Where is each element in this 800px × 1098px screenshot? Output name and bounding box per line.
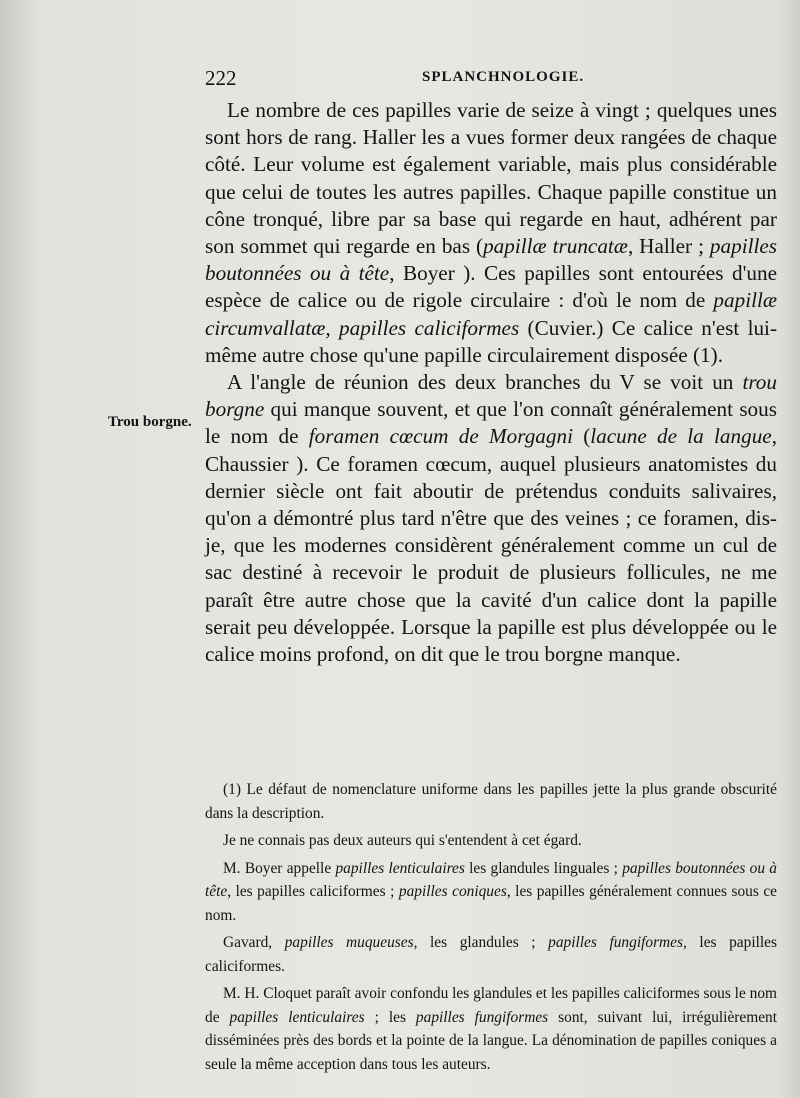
italic-run: papilles coniques <box>398 883 507 900</box>
main-text <box>205 97 777 668</box>
text-run: , Chaussier ). Ce foramen cœcum, auquel plusieurs anatomistes du dernier siècle ont fait aboutir de prétendus conduits salivaires, qu'on a démontré plus tard n'être que des veines ; ce foramen, dis-je, que les modernes considèrent généralement comme un cul de sac destiné à recevoir le produit de plusieurs follicules, ne me paraît être autre chose que la cavité d'un calice dont la papille serait peu développée. Lorsque la papille est plus développée ou le calice moins profond, on dit que le trou borgne manque. <box>205 424 777 667</box>
footnote <box>205 931 777 978</box>
text-run: A l'angle de réunion des deux branches du V se voit un <box>227 370 743 395</box>
italic-run: papilles lenticulaires <box>335 859 465 877</box>
text-run: ; les <box>364 1008 416 1026</box>
italic-run: papillæ circumvallatæ, papilles caliciformes <box>205 288 777 340</box>
italic-run: papilles boutonnées ou à tête <box>205 859 778 900</box>
text-run: , Boyer ). Ces papilles sont entourées d'une espèce de calice ou de rigole circulaire : d'où le nom de <box>205 261 777 313</box>
text-run: , Haller ; <box>627 234 710 259</box>
text-run: M. H. Cloquet paraît avoir confondu les glandules et les papilles caliciformes sous le nom de <box>205 985 777 1026</box>
footnotes <box>205 778 777 1080</box>
running-head: SPLANCHNOLOGIE. <box>422 69 585 85</box>
text-run: (Cuvier.) Ce calice n'est lui-même autre chose qu'une papille circulairement disposée (1). <box>205 315 777 367</box>
text-run: Le nombre de ces papilles varie de seize à vingt ; quelques unes sont hors de rang. Haller les a vues former deux rangées de chaque côté. Leur volume est également variable, mais plus considérable que celui de toutes les autres papilles. Chaque papille constitue un cône tronqué, libre par sa base qui regarde en haut, adhérent par son sommet qui regarde en bas ( <box>205 98 777 259</box>
text-run: (1) Le défaut de nomenclature uniforme dans les papilles jette la plus grande obscurité dans la description. <box>205 781 777 822</box>
footnote <box>205 857 777 928</box>
text-run: sont, suivant lui, irrégulièrement disséminées près des bords et la pointe de la langue. La dénomination de papilles coniques a seule la même acception dans tous les auteurs. <box>205 1008 778 1073</box>
italic-run: trou borgne <box>205 370 777 422</box>
text-run: Je ne connais pas deux auteurs qui s'entendent à cet égard. <box>223 832 582 849</box>
text-run: Gavard, <box>223 934 285 951</box>
footnote <box>205 829 777 853</box>
page-header <box>205 66 780 88</box>
paragraph <box>205 97 777 369</box>
italic-run: lacune de la langue <box>590 424 772 449</box>
paragraph <box>205 369 777 668</box>
text-run: , les papilles caliciformes ; <box>227 883 399 900</box>
page-number: 222 <box>205 66 237 90</box>
italic-run: papilles muqueuses <box>284 934 414 951</box>
italic-run: papilles lenticulaires <box>229 1008 365 1026</box>
italic-run: foramen cœcum de Morgagni <box>308 424 573 449</box>
text-run: , les papilles caliciformes. <box>205 934 777 975</box>
text-run: , les glandules ; <box>413 934 549 951</box>
margin-note: Trou borgne. <box>108 414 192 430</box>
text-run: les glandules linguales ; <box>464 859 623 877</box>
italic-run: papillæ truncatæ <box>483 234 628 259</box>
italic-run: papilles fungiformes <box>415 1008 549 1026</box>
footnote <box>205 982 777 1076</box>
text-run: , les papilles généralement connues sous ce nom. <box>205 883 777 924</box>
footnote <box>205 778 777 825</box>
text-run: ( <box>572 424 591 449</box>
text-run: M. Boyer appelle <box>223 859 336 877</box>
italic-run: papilles fungiformes <box>548 934 683 951</box>
italic-run: papilles boutonnées ou à tête <box>205 234 777 286</box>
text-run: qui manque souvent, et que l'on connaît généralement sous le nom de <box>205 397 777 449</box>
